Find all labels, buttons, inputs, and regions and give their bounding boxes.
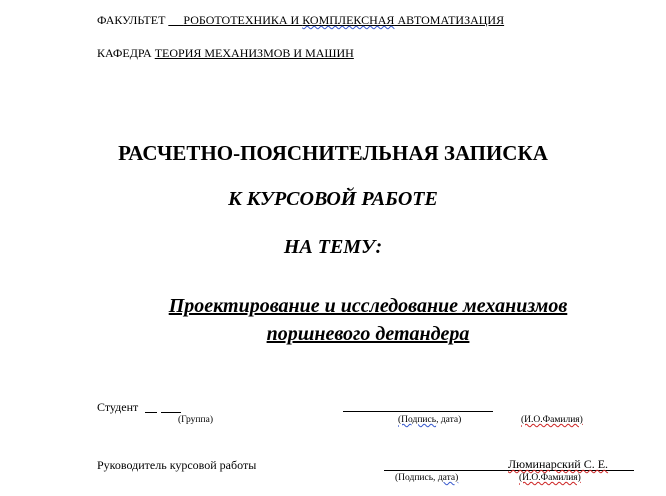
department-value: ТЕОРИЯ МЕХАНИЗМОВ И МАШИН — [154, 46, 354, 60]
student-label: Студент — [97, 400, 139, 414]
supervisor-name-caption-text: (И.О.Фамилия) — [519, 473, 581, 483]
supervisor-name-text: Люминарский С. Е. — [508, 457, 609, 471]
student-signature-caption — [398, 415, 461, 425]
group-line-a — [145, 412, 157, 413]
supervisor-signature-caption-b: дата) — [437, 473, 459, 483]
supervisor-label: Руководитель курсовой работы — [97, 458, 257, 472]
faculty-label: ФАКУЛЬТЕТ — [97, 13, 166, 27]
faculty-value-c: АВТОМАТИЗАЦИЯ — [394, 13, 505, 27]
course-work-heading: К КУРСОВОЙ РАБОТЕ — [228, 188, 438, 210]
faculty-value-b: КОМПЛЕКСНАЯ — [302, 13, 395, 27]
supervisor-name — [508, 457, 608, 472]
student-signature-line — [343, 411, 493, 412]
topic-line-1: Проектирование и исследование механизмов — [168, 295, 568, 317]
group-caption: (Группа) — [178, 415, 213, 425]
topic-heading: НА ТЕМУ: — [283, 236, 383, 258]
faculty-value — [168, 13, 504, 27]
department-label: КАФЕДРА — [97, 46, 152, 60]
faculty-value-a: РОБОТОТЕХНИКА И — [183, 13, 303, 27]
document-title: РАСЧЕТНО-ПОЯСНИТЕЛЬНАЯ ЗАПИСКА — [118, 141, 548, 165]
faculty-line — [97, 13, 504, 28]
supervisor-name-caption — [519, 473, 581, 483]
department-line — [97, 46, 354, 61]
student-signature-caption-a: (Подпись — [398, 415, 437, 425]
student-name-caption — [521, 415, 583, 425]
supervisor-signature-caption-a: (Подпись, — [395, 473, 438, 483]
student-name-caption-text: (И.О.Фамилия) — [521, 415, 583, 425]
student-signature-caption-b: , дата) — [436, 415, 462, 425]
group-line-b — [161, 412, 181, 413]
faculty-prefix: __ — [168, 13, 184, 27]
topic-line-2: поршневого детандера — [266, 323, 470, 345]
supervisor-signature-caption — [395, 473, 458, 483]
